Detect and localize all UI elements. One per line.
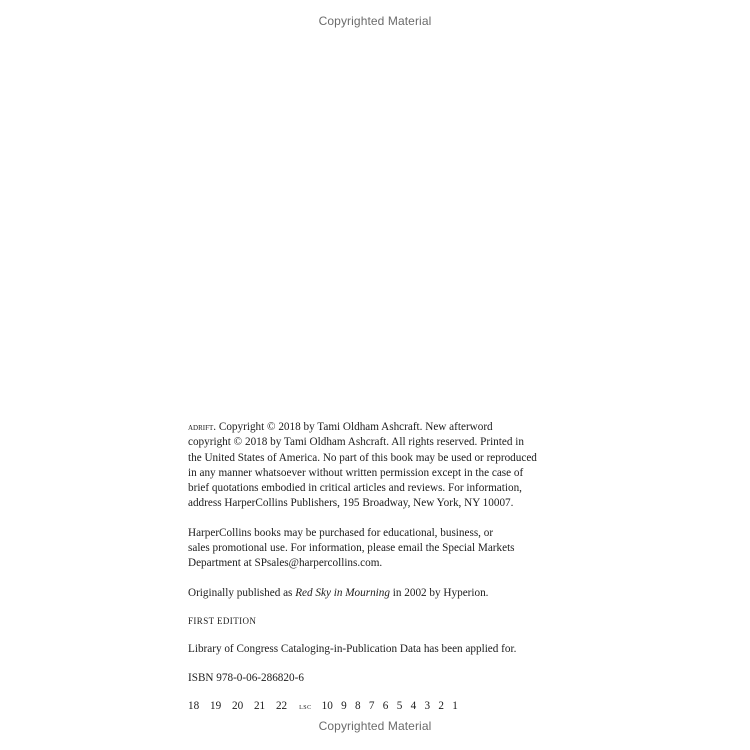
print-run: 2	[438, 699, 444, 712]
copyright-page	[188, 420, 568, 714]
watermark-top: Copyrighted Material	[318, 14, 432, 28]
special-sales-line-3: Department at SPsales@harpercollins.com.	[188, 557, 383, 570]
print-year: 21	[253, 699, 266, 712]
print-run: 5	[396, 699, 403, 712]
print-year: 19	[209, 699, 222, 712]
print-year: 20	[231, 699, 244, 712]
print-run: 6	[382, 699, 389, 712]
print-runs	[322, 699, 464, 714]
cip-notice: Library of Congress Cataloging-in-Publication Data has been applied for.	[188, 643, 517, 656]
print-run: 4	[410, 699, 417, 712]
book-title: adrift	[188, 422, 214, 433]
print-run: 3	[424, 699, 431, 712]
special-sales-line-2: sales promotional use. For information, please email the Special Markets	[188, 542, 515, 555]
print-run: 7	[368, 699, 375, 712]
copyright-line-4: in any manner whatsoever without written permission except in the case of	[188, 466, 524, 479]
copyright-notice	[188, 420, 568, 512]
copyright-line-5: brief quotations embodied in critical articles and reviews. For information,	[188, 482, 522, 495]
copyright-line-6: address HarperCollins Publishers, 195 Broadway, New York, NY 10007.	[188, 497, 514, 510]
print-run: 10	[321, 699, 333, 712]
print-run: 8	[355, 699, 361, 712]
original-pub-suffix: in 2002 by Hyperion.	[389, 586, 489, 599]
watermark-bottom: Copyrighted Material	[318, 719, 432, 733]
special-sales-notice	[188, 526, 568, 572]
original-pub-prefix: Originally published as	[188, 586, 296, 599]
copyright-line-2: copyright © 2018 by Tami Oldham Ashcraft. All rights reserved. Printed in	[188, 436, 524, 449]
print-year: 18	[188, 699, 200, 712]
original-publication	[188, 586, 568, 601]
special-sales-line-1: HarperCollins books may be purchased for educational, business, or	[188, 526, 494, 539]
printer-line	[188, 699, 568, 714]
print-years	[188, 699, 295, 714]
copyright-line-3: the United States of America. No part of this book may be used or reproduced	[188, 451, 537, 464]
edition-label: FIRST EDITION	[188, 615, 257, 626]
printer-code: lsc	[299, 700, 312, 711]
original-title: Red Sky in Mourning	[295, 586, 390, 599]
isbn: ISBN 978-0-06-286820-6	[188, 671, 304, 684]
print-run: 9	[341, 699, 347, 712]
copyright-line-1: . Copyright © 2018 by Tami Oldham Ashcraft. New afterword	[213, 421, 493, 433]
print-year: 22	[275, 699, 288, 712]
print-run: 1	[452, 699, 458, 712]
